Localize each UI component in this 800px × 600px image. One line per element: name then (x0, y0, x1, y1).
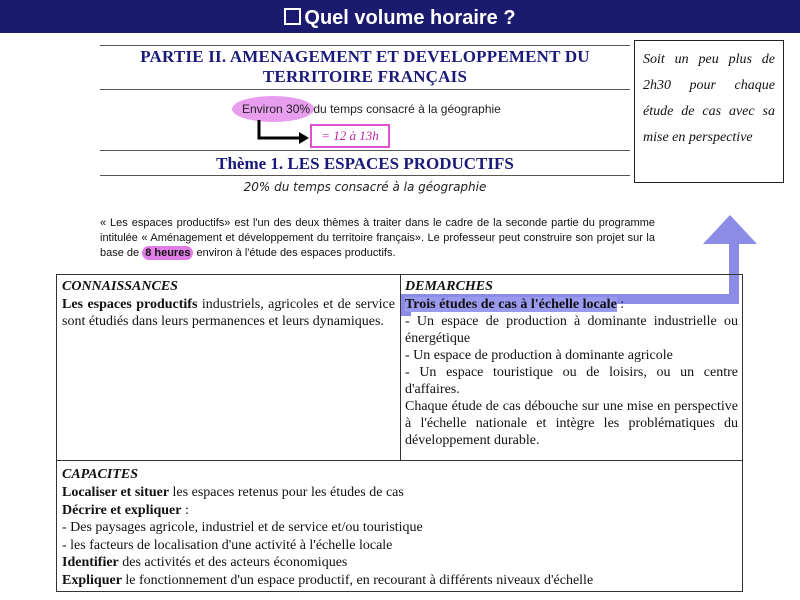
connaissances-rest: industriels, agricoles et de service sont étudiés dans leurs permanences et leurs dynamiques. (62, 297, 395, 329)
divider-theme-bottom (100, 175, 630, 176)
theme-percent: 20% du temps consacré à la géographie (243, 180, 487, 194)
bent-arrow-icon (255, 118, 315, 148)
environ-rest: du temps consacré à la géographie (310, 102, 501, 116)
capacites-rest: : (181, 502, 189, 518)
theme-title: Thème 1. LES ESPACES PRODUCTIFS (216, 154, 514, 173)
demarches-lead (405, 296, 738, 313)
environ-highlight: Environ 30% (242, 102, 311, 116)
capacites-line (62, 572, 737, 590)
capacites-rest: des activités et des acteurs économiques (118, 555, 348, 571)
capacites-line: - Des paysages agricole, industriel et de service et/ou touristique (62, 520, 423, 536)
connaissances-heading: CONNAISSANCES (62, 279, 178, 294)
connaissances-bold: Les espaces productifs (62, 297, 198, 312)
demarches-text (405, 296, 738, 449)
capacites-bold: Décrire et expliquer (62, 502, 182, 518)
demarches-cell (401, 275, 742, 460)
capacites-line (62, 502, 737, 520)
demarches-item: - Un espace touristique ou de loisirs, ou un centre d'affaires. (405, 365, 738, 397)
capacites-bold: Localiser et situer (62, 485, 170, 500)
intro-text-after: environ à l'étude des espaces productifs. (193, 247, 396, 259)
environ-text (242, 102, 501, 116)
demarches-colon: : (616, 297, 625, 312)
capacites-bold: Identifier (62, 555, 119, 571)
capacites-line (62, 484, 737, 502)
slide-header (0, 0, 800, 33)
part-title-line2: TERRITOIRE FRANÇAIS (262, 67, 468, 86)
demarches-heading: DEMARCHES (405, 279, 493, 294)
hours-highlight: 8 heures (142, 246, 193, 260)
capacites-bold: Expliquer (62, 572, 122, 588)
program-table (56, 274, 743, 592)
divider-top (100, 45, 630, 46)
time-note-box: Soit un peu plus de 2h30 pour chaque étude de cas avec sa mise en perspective (634, 40, 784, 183)
etudes-highlight: Trois études de cas à l'échelle locale (405, 297, 617, 312)
demarches-item: - Un espace de production à dominante agricole (405, 348, 673, 363)
capacites-line: - les facteurs de localisation d'une activité à l'échelle locale (62, 537, 393, 553)
capacites-line (62, 554, 737, 572)
hours-formula-box: = 12 à 13h (310, 124, 390, 148)
part-title (100, 47, 630, 87)
capacites-rest: le fonctionnement d'un espace productif, en recourant à différents niveaux d'échelle (121, 572, 594, 588)
intro-text-before: « Les espaces productifs» est l'un des deux thèmes à traiter dans le cadre de la seconde partie du programme intitulée « Aménagement et développement du territoire français». Le professeur peut construire son projet sur la base de (100, 217, 655, 259)
connaissances-text (62, 296, 395, 330)
capacites-cell (57, 460, 742, 591)
capacites-heading: CAPACITES (62, 467, 138, 482)
demarches-conclusion: Chaque étude de cas débouche sur une mise en perspective à l'échelle nationale et intègre les problématiques du développement durable. (405, 399, 738, 448)
demarches-item: - Un espace de production à dominante industrielle ou énergétique (405, 314, 738, 346)
divider-part (100, 89, 630, 90)
slide-title: Quel volume horaire ? (304, 7, 516, 29)
connaissances-cell (57, 275, 401, 460)
part-title-line1: PARTIE II. AMENAGEMENT ET DEVELOPPEMENT DU (140, 47, 590, 66)
divider-theme-top (100, 150, 630, 151)
capacites-rest: les espaces retenus pour les études de cas (169, 485, 404, 500)
checkbox-bullet-icon (284, 8, 301, 25)
